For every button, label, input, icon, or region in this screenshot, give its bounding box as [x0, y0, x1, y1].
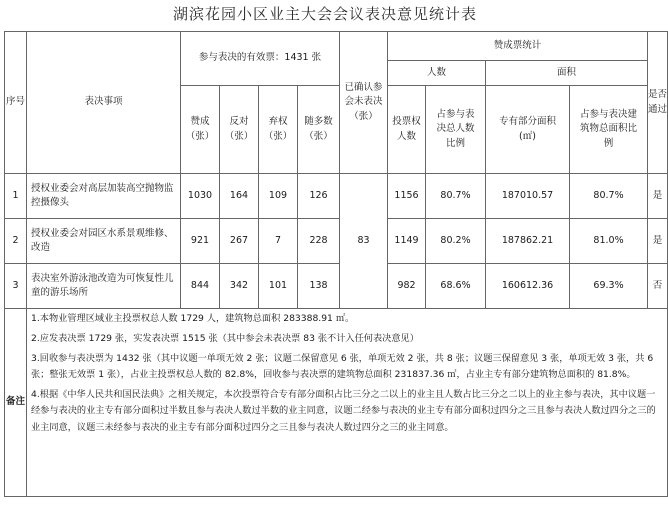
notes-body [27, 309, 668, 497]
row-passed: 是 [648, 219, 668, 264]
row-item: 授权业委会对高层加装高空抛物监控摄像头 [27, 174, 181, 219]
row-follow: 126 [298, 174, 340, 219]
note-item: 2.应发表决票 1729 张，实发表决票 1515 张（其中参会未表决票 83 张不计入任何表决意见） [31, 333, 419, 345]
row-area: 187862.21 [486, 219, 570, 264]
row-oppose: 164 [220, 174, 259, 219]
header-approve: 赞成（张） [181, 86, 220, 174]
header-seq: 序号 [5, 32, 27, 174]
header-pct-area: 占参与表决建筑物总面积比例 [570, 86, 648, 174]
header-valid-votes: 参与表决的有效票：1431 张 [181, 32, 340, 86]
page-title: 湖滨花园小区业主大会会议表决意见统计表 [172, 5, 477, 23]
table-row [5, 264, 668, 309]
header-pct-voters: 占参与表决总人数比例 [426, 86, 486, 174]
row-abstain: 7 [259, 219, 298, 264]
row-voters: 982 [388, 264, 426, 309]
table-row [5, 219, 668, 264]
row-follow: 228 [298, 219, 340, 264]
row-area: 187010.57 [486, 174, 570, 219]
row-abstain: 109 [259, 174, 298, 219]
header-stats: 赞成票统计 [388, 32, 648, 61]
row-voters: 1149 [388, 219, 426, 264]
table-row [5, 174, 668, 219]
header-abstain: 弃权（张） [259, 86, 298, 174]
header-voters: 投票权人数 [388, 86, 426, 174]
confirmed-not-voted-value: 83 [340, 174, 388, 309]
row-follow: 138 [298, 264, 340, 309]
statistics-table [4, 31, 668, 497]
note-item: 4.根据《中华人民共和国民法典》之相关规定，本次投票符合专有部分面积占比三分之二以上的业主且人数占比三分之二以上的业主参与表决，其中议题一经参与表决的业主专有部分面积过半数且参与表决人数过半数的业主同意，议题二经参与表决的业主专有部分面积过四分之三且参与表决人数过四分之三的业主同意，议题三未经参与表决的业主专有部分面积过四分之三且参与表决人数过四分之三的业主同意。 [31, 389, 656, 433]
row-area: 160612.36 [486, 264, 570, 309]
row-item: 授权业委会对园区水系景观维修、改造 [27, 219, 181, 264]
header-passed: 是否通过 [648, 32, 668, 174]
row-item: 表决室外游泳池改造为可恢复性儿童的游乐场所 [27, 264, 181, 309]
header-exclusive-area: 专有部分面积(㎡) [486, 86, 570, 174]
note-item: 3.回收参与表决票为 1432 张（其中议题一单项无效 2 张；议题二保留意见 6 张，单项无效 2 张，共 8 张；议题三保留意见 3 张，单项无效 3 张，共 6 张；整张无效票 1 张），占业主投票权总人数的 82.8%，回收参与表决票的建筑物总面积 231837.36 ㎡，占业主专有部分建筑物总面积的 81.8%。 [31, 353, 654, 381]
header-area: 面积 [486, 61, 648, 86]
row-seq: 1 [5, 174, 27, 219]
row-pct-voters: 80.7% [426, 174, 486, 219]
notes-row [5, 309, 668, 497]
row-voters: 1156 [388, 174, 426, 219]
row-passed: 是 [648, 174, 668, 219]
header-people: 人数 [388, 61, 486, 86]
row-pct-area: 81.0% [570, 219, 648, 264]
row-oppose: 267 [220, 219, 259, 264]
row-approve: 921 [181, 219, 220, 264]
row-pct-voters: 68.6% [426, 264, 486, 309]
header-item: 表决事项 [27, 32, 181, 174]
row-pct-voters: 80.2% [426, 219, 486, 264]
header-confirmed-not-voted: 已确认参会未表决（张） [340, 32, 388, 174]
row-oppose: 342 [220, 264, 259, 309]
row-pct-area: 80.7% [570, 174, 648, 219]
row-seq: 2 [5, 219, 27, 264]
row-pct-area: 69.3% [570, 264, 648, 309]
row-approve: 1030 [181, 174, 220, 219]
note-item: 1.本物业管理区域业主投票权总人数 1729 人，建筑物总面积 283388.91 ㎡。 [31, 313, 355, 324]
row-seq: 3 [5, 264, 27, 309]
header-follow-majority: 随多数（张） [298, 86, 340, 174]
row-passed: 否 [648, 264, 668, 309]
row-abstain: 101 [259, 264, 298, 309]
notes-label: 备注 [5, 309, 27, 497]
header-oppose: 反对（张） [220, 86, 259, 174]
row-approve: 844 [181, 264, 220, 309]
